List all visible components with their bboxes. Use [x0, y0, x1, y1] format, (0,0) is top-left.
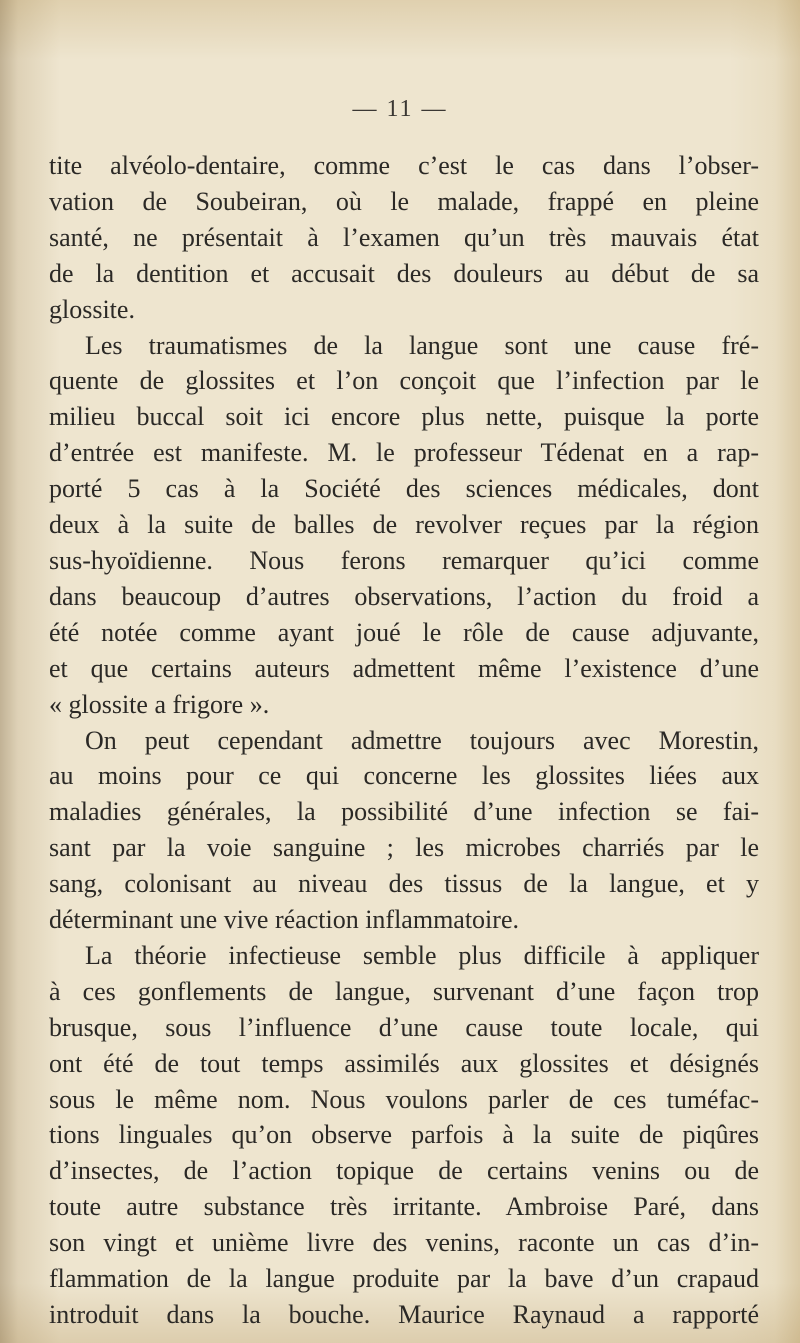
text-line: à ces gonflements de langue, survenant d’une façon trop: [49, 976, 759, 1006]
text-line: On peut cependant admettre toujours avec Morestin,: [85, 725, 759, 755]
text-line: sant par la voie sanguine ; les microbes charriés par le: [49, 833, 759, 863]
text-line: toute autre substance très irritante. Ambroise Paré, dans: [49, 1192, 759, 1222]
text-line: « glossite a frigore ».: [49, 689, 270, 719]
text-line: été notée comme ayant joué le rôle de cause adjuvante,: [49, 617, 759, 647]
text-line: déterminant une vive réaction inflammatoire.: [49, 905, 519, 935]
text-line: maladies générales, la possibilité d’une infection se fai-: [49, 797, 759, 827]
text-line: vation de Soubeiran, où le malade, frappé en pleine: [49, 186, 759, 216]
text-line: de la dentition et accusait des douleurs au début de sa: [49, 258, 759, 288]
text-line: introduit dans la bouche. Maurice Raynaud a rapporté: [49, 1300, 759, 1329]
body-text: [49, 148, 759, 1333]
text-line: deux à la suite de balles de revolver reçues par la région: [49, 510, 759, 540]
page-number: — 11 —: [352, 96, 448, 122]
text-line: santé, ne présentait à l’examen qu’un très mauvais état: [49, 222, 759, 252]
text-line: brusque, sous l’influence d’une cause toute locale, qui: [49, 1012, 759, 1042]
text-line: Les traumatismes de la langue sont une cause fré-: [85, 330, 759, 360]
text-line: dans beaucoup d’autres observations, l’action du froid a: [49, 581, 759, 611]
text-line: son vingt et unième livre des venins, raconte un cas d’in-: [49, 1228, 759, 1258]
text-line: quente de glossites et l’on conçoit que l’infection par le: [49, 366, 759, 396]
text-line: milieu buccal soit ici encore plus nette, puisque la porte: [49, 402, 759, 432]
text-line: ont été de tout temps assimilés aux glossites et désignés: [49, 1048, 759, 1078]
text-line: d’entrée est manifeste. M. le professeur Tédenat en a rap-: [49, 438, 759, 468]
text-line: et que certains auteurs admettent même l’existence d’une: [49, 653, 759, 683]
text-line: glossite.: [49, 294, 135, 324]
text-line: La théorie infectieuse semble plus difficile à appliquer: [85, 940, 759, 970]
text-line: sous le même nom. Nous voulons parler de ces tuméfac-: [49, 1084, 759, 1114]
text-line: tite alvéolo-dentaire, comme c’est le cas dans l’obser-: [49, 151, 759, 180]
text-line: porté 5 cas à la Société des sciences médicales, dont: [49, 474, 759, 504]
text-line: tions linguales qu’on observe parfois à la suite de piqûres: [49, 1120, 759, 1150]
text-line: flammation de la langue produite par la bave d’un crapaud: [49, 1264, 759, 1294]
text-line: au moins pour ce qui concerne les glossites liées aux: [49, 761, 759, 791]
text-line: sang, colonisant au niveau des tissus de la langue, et y: [49, 869, 759, 899]
text-line: d’insectes, de l’action topique de certains venins ou de: [49, 1156, 759, 1186]
text-line: sus-hyoïdienne. Nous ferons remarquer qu’ici comme: [49, 545, 759, 575]
